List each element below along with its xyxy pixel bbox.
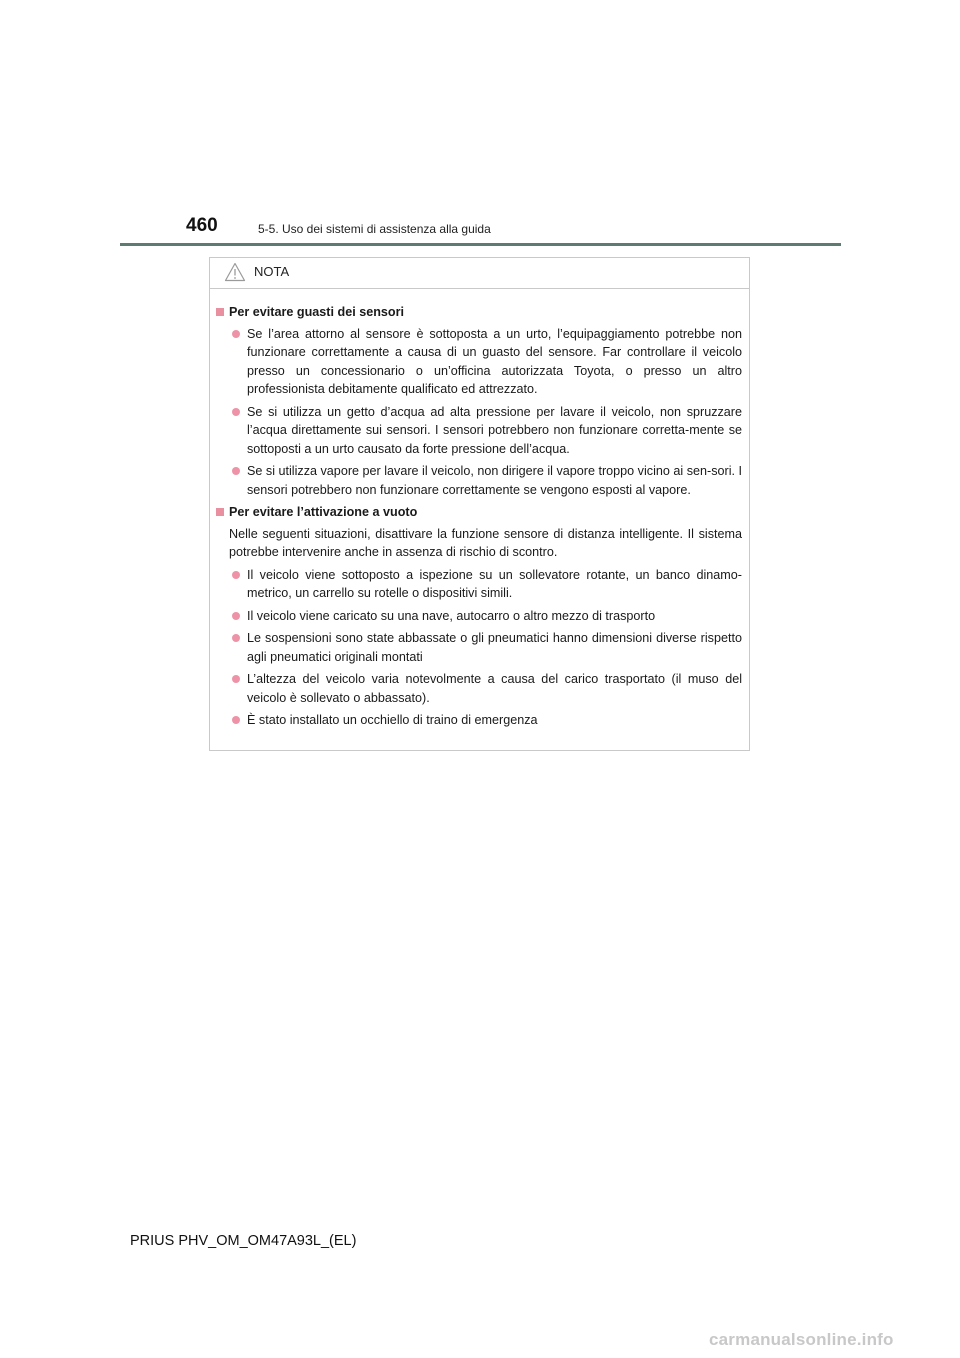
list-item bbox=[216, 325, 742, 399]
list-item-text: Le sospensioni sono state abbassate o gli pneumatici hanno dimensioni diverse rispetto agli pneumatici originali montati bbox=[247, 631, 742, 664]
list-item bbox=[216, 462, 742, 499]
list-item-text: È stato installato un occhiello di traino di emergenza bbox=[247, 713, 538, 727]
list-item bbox=[216, 670, 742, 707]
round-bullet-icon bbox=[232, 675, 240, 683]
notice-box bbox=[209, 257, 750, 751]
list-item-text: Il veicolo viene caricato su una nave, autocarro o altro mezzo di trasporto bbox=[247, 608, 656, 623]
list-item bbox=[216, 629, 742, 666]
notice-header bbox=[210, 258, 749, 289]
list-item-text: Il veicolo viene sottoposto a ispezione su un sollevatore rotante, un banco dinamo-metrico, un carrello su rotelle o dispositivi simili. bbox=[247, 567, 742, 600]
round-bullet-icon bbox=[232, 408, 240, 416]
round-bullet-icon bbox=[232, 716, 240, 724]
section-heading-text: Per evitare guasti dei sensori bbox=[229, 305, 404, 319]
header-divider bbox=[120, 243, 841, 246]
page-number: 460 bbox=[186, 215, 218, 236]
notice-title: NOTA bbox=[254, 264, 290, 279]
list-item bbox=[216, 711, 742, 730]
square-bullet-icon bbox=[216, 508, 224, 516]
section-heading-text: Per evitare l’attivazione a vuoto bbox=[229, 505, 418, 519]
list-item-text: Se l’area attorno al sensore è sottoposta a un urto, l’equipaggiamento potrebbe non funzionare correttamente a causa di un guasto del sensore. Far controllare il veicolo presso un concessionario o un’officina autorizzata Toyota, o presso un altro professionista debitamente qualificato ed attrezzato. bbox=[247, 326, 742, 396]
round-bullet-icon bbox=[232, 571, 240, 579]
list-item bbox=[216, 607, 742, 626]
document-code: PRIUS PHV_OM_OM47A93L_(EL) bbox=[130, 1233, 357, 1249]
round-bullet-icon bbox=[232, 330, 240, 338]
list-item-text: L’altezza del veicolo varia notevolmente a causa del carico trasportato (il muso del veicolo è sollevato o abbassato). bbox=[247, 672, 742, 705]
section-heading bbox=[216, 503, 742, 522]
watermark: carmanualsonline.info bbox=[709, 1330, 894, 1349]
round-bullet-icon bbox=[232, 634, 240, 642]
notice-body bbox=[210, 289, 749, 730]
round-bullet-icon bbox=[232, 467, 240, 475]
list-item bbox=[216, 403, 742, 459]
section-title: 5-5. Uso dei sistemi di assistenza alla guida bbox=[258, 222, 491, 236]
section-heading bbox=[216, 303, 742, 322]
round-bullet-icon bbox=[232, 612, 240, 620]
warning-triangle-icon bbox=[224, 262, 246, 282]
list-item-text: Se si utilizza vapore per lavare il veicolo, non dirigere il vapore troppo vicino ai sen-sori. I sensori potrebbero non funzionare correttamente se vengono esposti al vapore. bbox=[247, 464, 742, 497]
square-bullet-icon bbox=[216, 308, 224, 316]
section-intro: Nelle seguenti situazioni, disattivare la funzione sensore di distanza intelligente. Il sistema potrebbe intervenire anche in assenza di rischio di scontro. bbox=[229, 526, 742, 559]
list-item-text: Se si utilizza un getto d’acqua ad alta pressione per lavare il veicolo, non spruzzare l’acqua direttamente sui sensori. I sensori potrebbero non funzionare corretta-mente se sottoposti a un urto causato da forte pressione dell’acqua. bbox=[247, 404, 742, 456]
list-item bbox=[216, 566, 742, 603]
